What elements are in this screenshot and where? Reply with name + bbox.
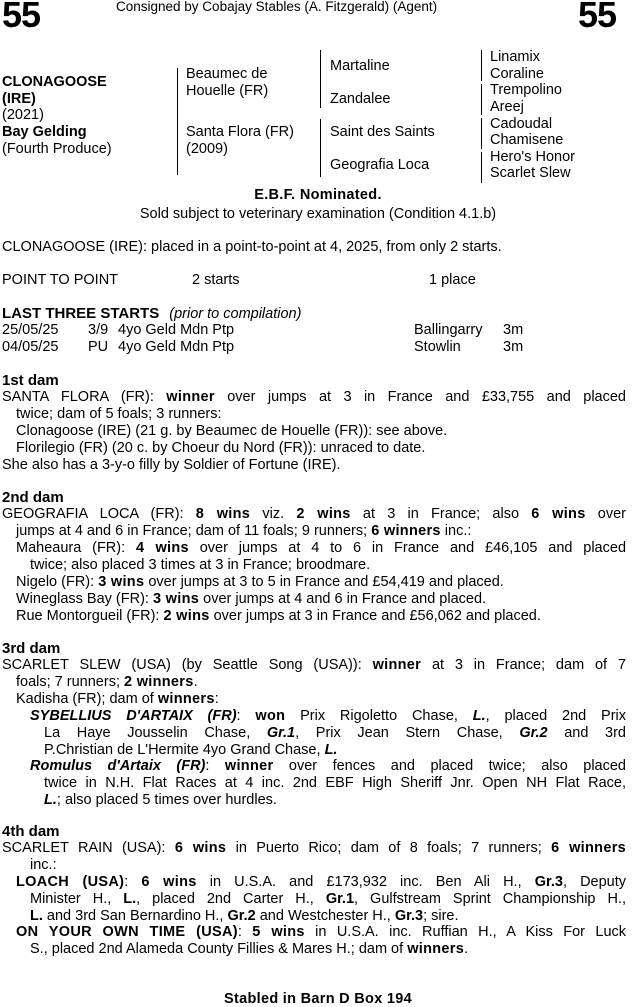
- entry-text: ; sire.: [423, 907, 459, 924]
- start-position: 3/9: [88, 322, 109, 338]
- start-row: [2, 322, 626, 339]
- last-three-heading: [2, 305, 301, 322]
- horse-name: CLONAGOOSE: [2, 74, 107, 90]
- win-count: 4 wins: [135, 540, 189, 556]
- race-grade: Gr.3: [394, 907, 424, 924]
- second-dam-heading: 2nd dam: [2, 489, 64, 506]
- entry-text: , Prix Jean Stern Chase,: [295, 724, 520, 741]
- produce-entry: [16, 691, 626, 708]
- fourth-dam-entry: [2, 840, 626, 874]
- entry-text: and Westchester H.,: [255, 907, 395, 924]
- second-dam-entry: [2, 506, 626, 540]
- gen3-4: Areej: [490, 99, 524, 115]
- dam-sire: Saint des Saints: [330, 124, 435, 140]
- start-distance: 3m: [503, 322, 524, 338]
- start-race: 4yo Geld Mdn Ptp: [118, 339, 235, 355]
- sire-dam: Zandalee: [330, 91, 391, 107]
- entry-text: twice in N.H. Flat Races at 4 inc. 2nd EBF High Sheriff Jnr. Open NH Flat Race,: [44, 774, 626, 791]
- entry-text: over jumps at 4 to 6 in France and £46,105 and placed: [188, 540, 627, 556]
- gen3-2: Coraline: [490, 66, 544, 82]
- ptp-label: POINT TO POINT: [2, 272, 119, 288]
- dam-name: GEOGRAFIA LOCA (FR):: [2, 506, 196, 522]
- gen3-3: Trempolino: [490, 82, 562, 98]
- win-label: won: [255, 708, 286, 724]
- start-row: [2, 339, 626, 356]
- dam-name: SCARLET SLEW (USA) (by Seattle Song (USA)):: [2, 657, 373, 673]
- ptp-row: [2, 272, 626, 289]
- entry-text: jumps at 4 and 6 in France; dam of 11 foals; 9 runners;: [16, 522, 372, 539]
- entry-text: twice; also placed 3 times at 3 in France; broodmare.: [30, 556, 371, 573]
- produce-entry: [16, 924, 626, 958]
- horse-year: (2021): [2, 107, 44, 123]
- entry-text: :: [236, 708, 256, 724]
- entry-text: viz.: [250, 506, 297, 522]
- sire-line1: Beaumec de: [186, 66, 268, 82]
- entry-text: at 3 in France; dam of 7: [421, 657, 626, 673]
- entry-text: , Gulfstream Sprint Championship H.,: [354, 890, 626, 907]
- gen3-8: Scarlet Slew: [490, 165, 571, 181]
- entry-text: , placed 2nd Prix: [485, 708, 626, 724]
- pedigree-divider-3a: [481, 50, 482, 81]
- win-count: 8 wins: [195, 506, 251, 522]
- first-dam-heading: 1st dam: [2, 372, 59, 389]
- race-grade: L.: [30, 907, 43, 924]
- entry-text: :: [124, 874, 142, 890]
- entry-text: .: [464, 940, 469, 957]
- produce-entry: [16, 874, 626, 924]
- ebf-nominated: E.B.F. Nominated.: [254, 187, 382, 203]
- entry-text: .: [193, 673, 198, 690]
- produce-name: Romulus d'Artaix (FR): [30, 758, 206, 774]
- race-grade: L.: [324, 741, 338, 758]
- produce-name: Kadisha (FR); dam of: [16, 691, 158, 707]
- stabled-location: Stabled in Barn D Box 194: [224, 991, 412, 1007]
- entry-text: S., placed 2nd Alameda County Fillies & Mares H.; dam of: [30, 940, 408, 957]
- entry-text: over jumps at 4 and 6 in France and placed.: [199, 591, 487, 607]
- sire-line2: Houelle (FR): [186, 83, 269, 99]
- win-count: 6 wins: [174, 840, 227, 856]
- produce-note: She also has a 3-y-o filly by Soldier of Fortune (IRE).: [2, 457, 341, 473]
- race-grade: Gr.1: [266, 724, 296, 741]
- produce-name: Nigelo (FR):: [16, 574, 99, 590]
- produce-entry: [16, 608, 626, 625]
- win-count: 5 wins: [252, 924, 305, 940]
- first-dam-entry: [2, 389, 626, 423]
- win-label: winner: [224, 758, 274, 774]
- race-grade: Gr.2: [227, 907, 256, 924]
- winners-label: winners: [157, 691, 215, 707]
- entry-text: in Puerto Rico; dam of 8 foals; 7 runners;: [226, 840, 552, 856]
- vet-condition: Sold subject to veterinary examination (Condition 4.1.b): [139, 206, 497, 222]
- black-type-name: ON YOUR OWN TIME (USA): [16, 924, 238, 940]
- entry-text: inc.:: [30, 856, 57, 873]
- pedigree-divider-2a: [320, 50, 321, 108]
- last-three-title: LAST THREE STARTS: [2, 305, 160, 322]
- entry-text: Prix Rigoletto Chase,: [285, 708, 473, 724]
- dam-dam: Geografia Loca: [330, 157, 430, 173]
- gen3-6: Chamisene: [490, 132, 564, 148]
- start-date: 25/05/25: [2, 322, 59, 338]
- ptp-places: 1 place: [429, 272, 476, 288]
- winners-count: 6 winners: [551, 840, 626, 856]
- win-count: 2 wins: [163, 608, 210, 624]
- produce-name: Maheaura (FR):: [16, 540, 136, 556]
- win-count: 3 wins: [152, 591, 200, 607]
- summary: CLONAGOOSE (IRE): placed in a point-to-point at 4, 2025, from only 2 starts.: [2, 239, 502, 255]
- grand-produce-entry: [30, 758, 626, 808]
- pedigree-divider-2b: [320, 119, 321, 177]
- race-grade: L.: [44, 791, 57, 808]
- grand-produce-entry: [30, 708, 626, 758]
- entry-text: over fences and placed twice; also placed: [273, 758, 626, 774]
- sire-sire: Martaline: [330, 58, 390, 74]
- start-distance: 3m: [503, 339, 524, 355]
- consignor: Consigned by Cobajay Stables (A. Fitzgerald) (Agent): [116, 0, 438, 14]
- entry-text: :: [205, 758, 225, 774]
- fourth-dam-heading: 4th dam: [2, 823, 60, 840]
- pedigree-divider-3c: [481, 118, 482, 149]
- gen3-7: Hero's Honor: [490, 149, 575, 165]
- entry-text: Minister H.,: [30, 890, 124, 907]
- entry-text: :: [214, 691, 219, 707]
- lot-number-right: 55: [578, 0, 617, 35]
- win-label: winner: [166, 389, 215, 405]
- start-race: 4yo Geld Mdn Ptp: [118, 322, 235, 338]
- produce-name: Wineglass Bay (FR):: [16, 591, 153, 607]
- ptp-starts: 2 starts: [192, 272, 240, 288]
- third-dam-entry: [2, 657, 626, 691]
- entry-text: and 3rd San Bernardino H.,: [42, 907, 228, 924]
- race-grade: L.: [123, 890, 137, 907]
- dam-line2: (2009): [186, 141, 228, 157]
- pedigree-divider-3b: [481, 84, 482, 115]
- win-count: 6 wins: [531, 506, 586, 522]
- entry-text: in U.S.A. inc. Ruffian H., A Kiss For Luck: [304, 924, 627, 940]
- race-grade: Gr.2: [519, 724, 548, 741]
- entry-text: , placed 2nd Carter H.,: [136, 890, 326, 907]
- race-grade: L.: [472, 708, 486, 724]
- gen3-1: Linamix: [490, 49, 540, 65]
- start-date: 04/05/25: [2, 339, 59, 355]
- gen3-5: Cadoudal: [490, 116, 553, 132]
- entry-text: , Deputy: [562, 874, 627, 890]
- entry-text: inc.:: [440, 522, 472, 539]
- dam-name: SANTA FLORA (FR):: [2, 389, 167, 405]
- entry-text: La Haye Jousselin Chase,: [44, 724, 267, 741]
- black-type-name: SYBELLIUS D'ARTAIX (FR): [30, 708, 237, 724]
- horse-country: (IRE): [2, 91, 36, 107]
- produce-entry: Florilegio (FR) (20 c. by Choeur du Nord (FR)): unraced to date.: [16, 440, 426, 456]
- start-course: Ballingarry: [414, 322, 483, 338]
- produce-entry: [16, 591, 626, 608]
- start-position: PU: [88, 339, 109, 355]
- race-grade: Gr.1: [325, 890, 355, 907]
- last-three-note: (prior to compilation): [169, 306, 302, 322]
- dam-name: SCARLET RAIN (USA):: [2, 840, 175, 856]
- entry-text: in U.S.A. and £173,932 inc. Ben Ali H.,: [196, 874, 535, 890]
- horse-produce: (Fourth Produce): [2, 141, 112, 157]
- win-label: winner: [372, 657, 422, 673]
- produce-entry: Clonagoose (IRE) (21 g. by Beaumec de Houelle (FR)): see above.: [16, 423, 448, 439]
- entry-text: foals; 7 runners;: [16, 673, 124, 690]
- third-dam-heading: 3rd dam: [2, 640, 61, 657]
- start-course: Stowlin: [414, 339, 461, 355]
- win-count: 6 wins: [141, 874, 197, 890]
- win-count: 2 wins: [296, 506, 351, 522]
- dam-line1: Santa Flora (FR): [186, 124, 294, 140]
- winners-count: 2 winners: [124, 673, 194, 690]
- entry-text: over: [585, 506, 627, 522]
- produce-entry: [16, 540, 626, 574]
- produce-name: Rue Montorgueil (FR):: [16, 608, 164, 624]
- produce-entry: [16, 574, 626, 591]
- pedigree-divider-1: [177, 68, 178, 175]
- entry-text: :: [237, 924, 253, 940]
- winners-count: 6 winners: [371, 522, 441, 539]
- black-type-name: LOACH (USA): [16, 874, 125, 890]
- entry-text: twice; dam of 5 foals; 3 runners:: [16, 405, 222, 422]
- horse-description: Bay Gelding: [2, 124, 87, 140]
- winners-label: winners: [407, 940, 465, 957]
- entry-text: and 3rd: [547, 724, 626, 741]
- entry-text: over jumps at 3 to 5 in France and £54,419 and placed.: [144, 574, 504, 590]
- lot-number-left: 55: [2, 0, 41, 35]
- entry-text: over jumps at 3 in France and £33,755 and placed: [214, 389, 626, 405]
- entry-text: over jumps at 3 in France and £56,062 and placed.: [209, 608, 541, 624]
- entry-text: at 3 in France; also: [350, 506, 532, 522]
- win-count: 3 wins: [98, 574, 145, 590]
- pedigree-divider-3d: [481, 152, 482, 183]
- race-grade: Gr.3: [534, 874, 563, 890]
- entry-text: ; also placed 5 times over hurdles.: [56, 791, 277, 808]
- entry-text: P.Christian de L'Hermite 4yo Grand Chase,: [44, 741, 325, 758]
